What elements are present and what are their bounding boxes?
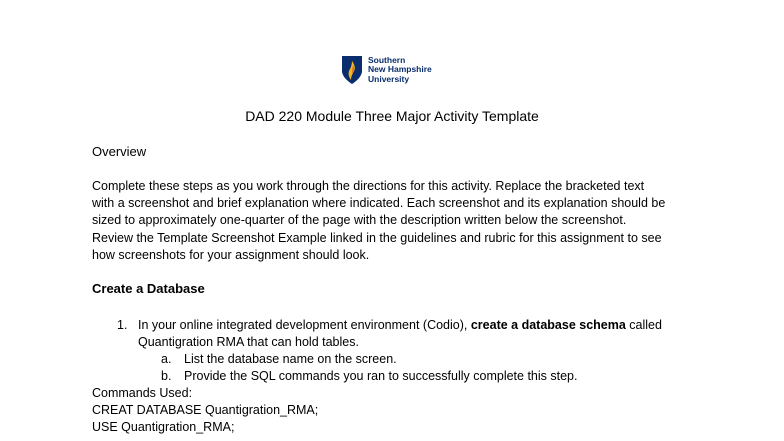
substep-b-letter: b. bbox=[161, 369, 172, 383]
overview-paragraph bbox=[92, 178, 712, 264]
overview-heading: Overview bbox=[92, 144, 147, 159]
logo-line-1: Southern bbox=[368, 54, 406, 65]
step-number: 1. bbox=[117, 318, 128, 332]
substep-a: List the database name on the screen. bbox=[184, 352, 397, 366]
overview-line: Review the Template Screenshot Example linked in the guidelines and rubric for this assignment to see bbox=[92, 230, 662, 245]
university-logo bbox=[341, 53, 432, 87]
command-line: USE Quantigration_RMA; bbox=[92, 420, 235, 434]
step-instruction-continued: Quantigration RMA that can hold tables. bbox=[138, 335, 359, 349]
overview-line: with a screenshot and brief explanation where indicated. Each screenshot and its explanation should be bbox=[92, 196, 666, 211]
substep-b: Provide the SQL commands you ran to successfully complete this step. bbox=[184, 369, 578, 383]
create-database-heading: Create a Database bbox=[92, 281, 205, 296]
logo-line-3: University bbox=[368, 73, 410, 84]
logo-line-2: New Hampshire bbox=[368, 64, 432, 75]
step-text-end: called bbox=[625, 318, 662, 332]
snhu-shield-icon bbox=[341, 55, 363, 85]
overview-line: how screenshots for your assignment should look. bbox=[92, 247, 370, 262]
command-line: CREAT DATABASE Quantigration_RMA; bbox=[92, 403, 319, 417]
document-title: DAD 220 Module Three Major Activity Template bbox=[245, 108, 539, 124]
overview-line: Complete these steps as you work through the directions for this activity. Replace the bracketed text bbox=[92, 179, 645, 193]
logo-wordmark bbox=[368, 56, 432, 85]
step-text-start: In your online integrated development environment (Codio), bbox=[138, 318, 471, 332]
step-instruction bbox=[138, 317, 662, 334]
commands-label: Commands Used: bbox=[92, 386, 193, 400]
overview-line: sized to approximately one-quarter of the page with the description written below the screenshot. bbox=[92, 213, 627, 228]
substep-a-letter: a. bbox=[161, 352, 172, 366]
step-text-bold: create a database schema bbox=[470, 318, 626, 332]
